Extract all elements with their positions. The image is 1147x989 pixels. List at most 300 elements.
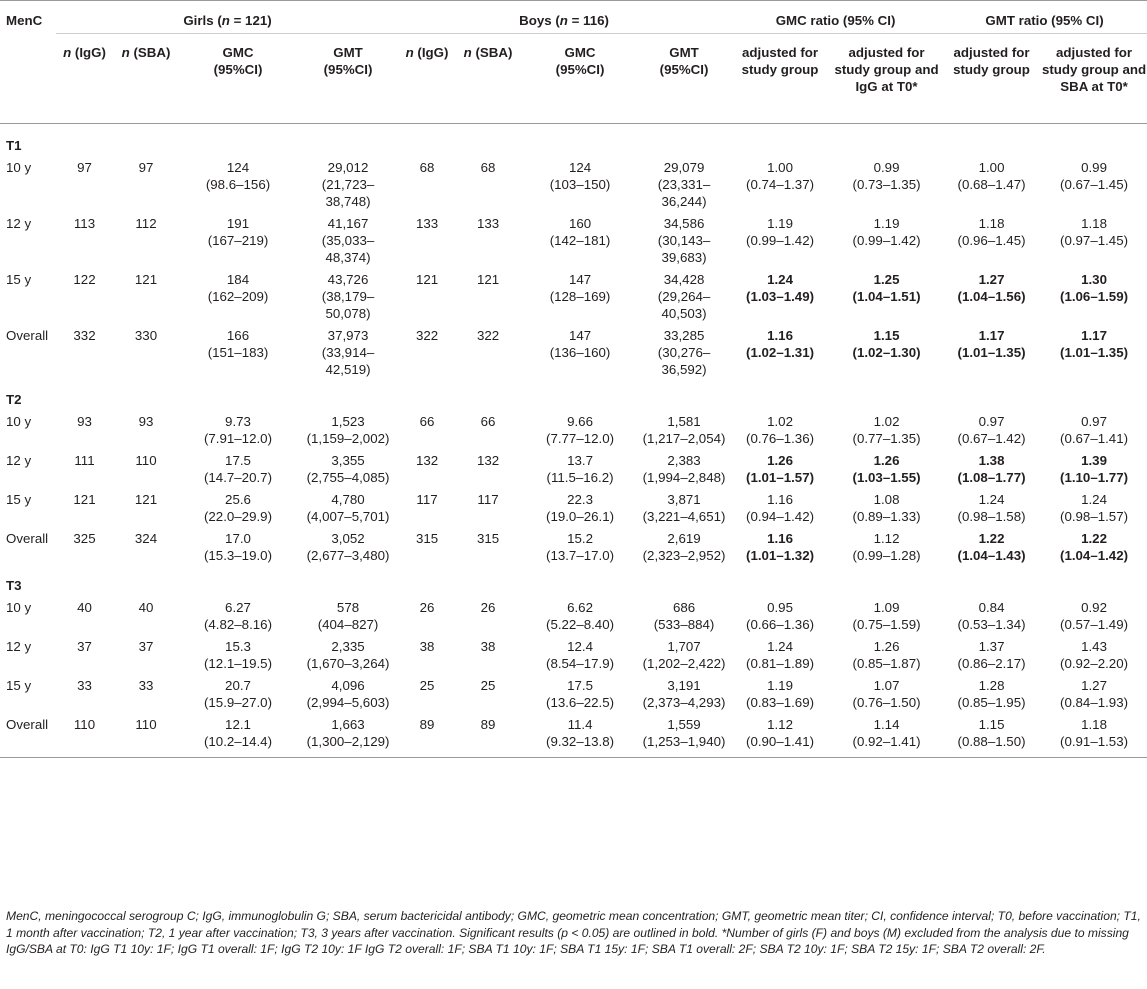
gmc-ratio-adj-study-cell <box>729 525 831 564</box>
boys-gmc-cell <box>521 486 639 525</box>
boys-gmt-cell <box>639 210 729 266</box>
boys-gmt-cell-value: 29,079 <box>663 160 705 175</box>
boys-gmc-cell-ci: (8.54–17.9) <box>546 656 615 671</box>
girls-gmt-cell-ci: 38,748) <box>325 194 371 209</box>
boys-n-sba-cell: 322 <box>476 328 500 343</box>
girls-gmc-cell <box>179 210 297 266</box>
table-row <box>0 322 1147 378</box>
gmt-ratio-adj-sba-cell-value: 1.43 <box>1081 639 1107 654</box>
gmc-ratio-adj-igg-cell <box>831 154 942 210</box>
table-row <box>0 210 1147 266</box>
boys-gmc-cell-value: 12.4 <box>567 639 593 654</box>
gmc-ratio-adj-study-cell-ci: (1.03–1.49) <box>746 289 815 304</box>
gmt-ratio-adj-study-cell-ci: (1.08–1.77) <box>957 470 1026 485</box>
gmc-ratio-adj-igg-cell-ci: (0.92–1.41) <box>852 734 921 749</box>
girls-n-sba-cell: 110 <box>113 711 179 758</box>
boys-gmc-cell-value: 6.62 <box>567 600 593 615</box>
gmt-ratio-adj-study-cell <box>942 154 1041 210</box>
girls-n-igg-cell: 325 <box>73 531 96 546</box>
boys-gmt-cell-ci: (30,143– <box>657 233 711 248</box>
gmt-ratio-adj-sba-cell-value: 1.17 <box>1081 328 1107 343</box>
boys-gmc-cell <box>521 266 639 322</box>
boys-gmt-cell-value: 34,586 <box>663 216 705 231</box>
gmt-ratio-adj-study-cell-value: 1.00 <box>978 160 1005 175</box>
boys-n-igg-cell: 66 <box>419 414 435 429</box>
gmt-ratio-adj-study-cell-value: 1.28 <box>978 678 1005 693</box>
gmc-ratio-adj-igg-cell-value: 1.14 <box>873 717 900 732</box>
girls-n-sba-cell: 40 <box>138 600 154 615</box>
gmc-ratio-adj-igg-cell-ci: (1.03–1.55) <box>852 470 921 485</box>
gmc-ratio-adj-igg-cell-ci: (0.75–1.59) <box>852 617 921 632</box>
girls-n-igg-cell: 110 <box>56 711 113 758</box>
gmc-ratio-adj-igg-cell <box>831 672 942 711</box>
girls-n-igg-header: n (IgG) <box>56 34 113 124</box>
gmc-adj-study-header: adjusted for study group <box>729 34 831 124</box>
girls-gmt-cell-ci: (2,994–5,603) <box>306 695 390 710</box>
boys-n-sba-cell: 66 <box>480 414 496 429</box>
boys-n-igg-cell: 38 <box>419 639 435 654</box>
boys-gmt-cell <box>639 672 729 711</box>
gmc-ratio-adj-study-cell <box>729 711 831 758</box>
girls-n-sba-cell: 324 <box>134 531 158 546</box>
gmc-ratio-adj-study-cell-ci: (0.83–1.69) <box>746 695 815 710</box>
boys-n-sba-cell: 38 <box>480 639 496 654</box>
age-cell: Overall <box>0 711 56 758</box>
gmc-ratio-adj-study-cell-value: 1.24 <box>767 639 793 654</box>
boys-gmc-header: GMC (95%CI) <box>521 34 639 124</box>
gmt-ratio-adj-sba-cell <box>1041 711 1147 758</box>
girls-header: Girls (n = 121) <box>56 1 399 34</box>
gmc-adj-study-igg-header: adjusted for study group and IgG at T0* <box>831 34 942 124</box>
gmt-ratio-header: GMT ratio (95% CI) <box>942 1 1147 34</box>
gmt-ratio-adj-study-cell-value: 1.18 <box>978 216 1005 231</box>
table-row <box>0 711 1147 758</box>
boys-gmt-cell-value: 686 <box>672 600 696 615</box>
girls-gmc-cell-value: 15.3 <box>225 639 251 654</box>
boys-gmc-cell-ci: (5.22–8.40) <box>546 617 615 632</box>
gmc-ratio-adj-igg-cell-ci: (0.77–1.35) <box>852 431 921 446</box>
gmc-ratio-adj-study-cell <box>729 154 831 210</box>
gmc-ratio-adj-study-cell-ci: (1.01–1.57) <box>746 470 815 485</box>
gmc-ratio-adj-igg-cell <box>831 322 942 378</box>
gmc-ratio-adj-study-cell <box>729 266 831 322</box>
gmc-ratio-adj-study-cell-ci: (1.02–1.31) <box>746 345 815 360</box>
age-cell: 15 y <box>6 492 32 507</box>
boys-n-sba-cell: 26 <box>480 600 496 615</box>
gmc-ratio-adj-igg-cell-value: 1.09 <box>873 600 900 615</box>
boys-gmt-cell <box>639 266 729 322</box>
girls-gmc-cell-value: 9.73 <box>225 414 251 429</box>
gmt-ratio-adj-study-cell-ci: (0.98–1.58) <box>957 509 1026 524</box>
age-cell: 12 y <box>6 639 32 654</box>
age-cell: 15 y <box>6 272 32 287</box>
section-row <box>0 124 1147 155</box>
girls-gmt-cell-ci: (1,300–2,129) <box>306 734 390 749</box>
gmc-ratio-adj-igg-cell-value: 1.19 <box>873 216 900 231</box>
girls-n-igg-cell: 121 <box>73 492 96 507</box>
gmc-ratio-adj-igg-cell <box>831 711 942 758</box>
girls-gmc-cell-ci: (14.7–20.7) <box>203 470 272 485</box>
boys-n-igg-cell: 133 <box>415 216 439 231</box>
gmt-ratio-adj-study-cell <box>942 594 1041 633</box>
age-cell: 12 y <box>6 216 32 231</box>
age-cell: Overall <box>6 531 49 546</box>
girls-gmt-cell <box>297 210 399 266</box>
girls-gmt-cell-ci: (2,755–4,085) <box>306 470 390 485</box>
boys-gmt-cell <box>639 154 729 210</box>
boys-gmt-cell-ci: (533–884) <box>653 617 715 632</box>
girls-gmt-cell-ci: (35,033– <box>321 233 375 248</box>
gmc-ratio-adj-igg-cell-value: 1.15 <box>873 328 900 343</box>
boys-gmt-header: GMT (95%CI) <box>639 34 729 124</box>
girls-gmc-cell-value: 166 <box>226 328 250 343</box>
gmc-ratio-adj-igg-cell-value: 1.02 <box>873 414 900 429</box>
boys-n-igg-header: n (IgG) <box>399 34 455 124</box>
boys-gmc-cell-value: 13.7 <box>567 453 593 468</box>
gmc-ratio-adj-study-cell-value: 1.19 <box>767 216 793 231</box>
boys-n-sba-cell: 133 <box>476 216 500 231</box>
girls-gmc-cell <box>179 486 297 525</box>
gmt-ratio-adj-study-cell-value: 1.27 <box>978 272 1005 287</box>
gmc-ratio-adj-igg-cell <box>831 525 942 564</box>
boys-gmc-cell-ci: (13.7–17.0) <box>546 548 615 563</box>
gmt-ratio-adj-sba-cell-ci: (1.10–1.77) <box>1060 470 1129 485</box>
gmc-ratio-adj-igg-cell-value: 1.12 <box>873 531 900 546</box>
gmc-ratio-adj-igg-cell-value: 1.25 <box>873 272 900 287</box>
boys-gmt-cell-value: 1,581 <box>667 414 701 429</box>
gmc-ratio-adj-study-cell <box>729 486 831 525</box>
boys-gmc-cell <box>521 322 639 378</box>
boys-gmt-cell-value: 2,383 <box>667 453 701 468</box>
gmc-ratio-adj-igg-cell-value: 1.08 <box>873 492 900 507</box>
table-row <box>0 266 1147 322</box>
gmc-ratio-adj-igg-cell-ci: (0.99–1.28) <box>852 548 921 563</box>
girls-gmc-cell-ci: (12.1–19.5) <box>203 656 272 671</box>
girls-gmt-cell <box>297 525 399 564</box>
boys-gmc-cell-value: 22.3 <box>567 492 593 507</box>
boys-n-sba-cell: 25 <box>480 678 496 693</box>
gmt-ratio-adj-sba-cell-value: 1.30 <box>1081 272 1107 287</box>
boys-gmt-cell-value: 1,707 <box>667 639 701 654</box>
gmc-ratio-adj-study-cell <box>729 210 831 266</box>
girls-gmt-cell-value: 3,355 <box>331 453 365 468</box>
girls-gmt-cell <box>297 633 399 672</box>
boys-n-sba-cell: 132 <box>476 453 500 468</box>
girls-gmc-cell-value: 17.0 <box>225 531 251 546</box>
girls-gmc-cell-value: 184 <box>226 272 250 287</box>
gmc-ratio-adj-igg-cell-value: 1.26 <box>873 453 900 468</box>
gmc-ratio-adj-study-cell-ci: (0.99–1.42) <box>746 233 815 248</box>
gmt-ratio-adj-sba-cell-value: 1.18 <box>1081 717 1107 732</box>
gmc-ratio-adj-study-cell-ci: (0.94–1.42) <box>746 509 815 524</box>
gmc-ratio-adj-study-cell-value: 1.00 <box>767 160 793 175</box>
gmt-ratio-adj-sba-cell-ci: (1.04–1.42) <box>1060 548 1129 563</box>
gmc-ratio-adj-study-cell-ci: (0.76–1.36) <box>746 431 815 446</box>
boys-gmt-cell <box>639 486 729 525</box>
blank-header <box>0 34 56 124</box>
section-row <box>0 564 1147 594</box>
gmc-ratio-adj-study-cell-value: 1.12 <box>767 717 793 732</box>
gmt-ratio-adj-sba-cell-ci: (0.98–1.57) <box>1060 509 1129 524</box>
gmt-ratio-adj-study-cell-value: 0.84 <box>978 600 1005 615</box>
boys-gmt-cell-ci: (2,323–2,952) <box>642 548 726 563</box>
girls-gmt-cell <box>297 154 399 210</box>
boys-n-igg-cell: 315 <box>415 531 439 546</box>
boys-gmt-cell-value: 2,619 <box>667 531 701 546</box>
section-row <box>0 378 1147 408</box>
gmc-ratio-adj-study-cell <box>729 322 831 378</box>
gmt-ratio-adj-sba-cell <box>1041 633 1147 672</box>
gmc-ratio-adj-igg-cell-ci: (0.73–1.35) <box>852 177 921 192</box>
boys-n-igg-cell: 25 <box>419 678 435 693</box>
boys-gmt-cell <box>639 594 729 633</box>
gmt-ratio-adj-sba-cell-ci: (0.91–1.53) <box>1060 734 1129 749</box>
girls-gmt-cell-ci: (38,179– <box>321 289 375 304</box>
section-label: T2 <box>6 392 22 407</box>
gmc-ratio-adj-study-cell-ci: (0.74–1.37) <box>746 177 815 192</box>
boys-gmc-cell <box>521 210 639 266</box>
gmt-ratio-adj-study-cell-ci: (1.01–1.35) <box>957 345 1026 360</box>
gmc-ratio-adj-igg-cell <box>831 447 942 486</box>
boys-gmt-cell-ci: (3,221–4,651) <box>642 509 726 524</box>
section-label: T3 <box>6 578 22 593</box>
boys-n-sba-cell: 315 <box>476 531 500 546</box>
gmt-ratio-adj-sba-cell-value: 0.92 <box>1081 600 1107 615</box>
girls-gmc-cell <box>179 266 297 322</box>
gmc-ratio-adj-study-cell-value: 0.95 <box>767 600 793 615</box>
table-body <box>0 124 1147 758</box>
girls-gmc-cell-ci: (22.0–29.9) <box>203 509 272 524</box>
boys-gmt-cell-ci: (2,373–4,293) <box>642 695 726 710</box>
gmt-ratio-adj-study-cell <box>942 486 1041 525</box>
girls-gmt-cell-value: 3,052 <box>331 531 365 546</box>
gmt-ratio-adj-study-cell <box>942 322 1041 378</box>
gmt-ratio-adj-study-cell-ci: (0.86–2.17) <box>957 656 1026 671</box>
boys-gmc-cell-value: 9.66 <box>567 414 593 429</box>
boys-gmt-cell-ci: (1,202–2,422) <box>642 656 726 671</box>
girls-gmt-cell-value: 4,096 <box>331 678 365 693</box>
boys-gmt-cell <box>639 525 729 564</box>
boys-header: Boys (n = 116) <box>399 1 729 34</box>
girls-gmt-cell-ci: (1,670–3,264) <box>306 656 390 671</box>
girls-gmc-cell-ci: (4.82–8.16) <box>203 617 272 632</box>
age-cell: 12 y <box>6 453 32 468</box>
gmc-ratio-adj-study-cell-value: 1.19 <box>767 678 793 693</box>
header-row-1 <box>0 1 1147 34</box>
boys-gmc-cell-value: 160 <box>568 216 592 231</box>
girls-n-sba-header: n (SBA) <box>113 34 179 124</box>
table-row <box>0 525 1147 564</box>
gmt-ratio-adj-study-cell <box>942 447 1041 486</box>
gmt-ratio-adj-study-cell-value: 1.15 <box>978 717 1005 732</box>
gmt-ratio-adj-sba-cell-value: 1.39 <box>1081 453 1107 468</box>
gmt-ratio-adj-study-cell-ci: (0.88–1.50) <box>957 734 1026 749</box>
boys-n-sba-header: n (SBA) <box>455 34 521 124</box>
girls-gmt-cell-value: 2,335 <box>331 639 365 654</box>
girls-gmt-cell-value: 43,726 <box>327 272 369 287</box>
table-row <box>0 154 1147 210</box>
girls-gmt-cell-value: 29,012 <box>327 160 369 175</box>
girls-gmc-cell-value: 20.7 <box>225 678 251 693</box>
boys-gmt-cell <box>639 633 729 672</box>
gmt-ratio-adj-study-cell-ci: (0.85–1.95) <box>957 695 1026 710</box>
gmt-ratio-adj-study-cell-value: 1.17 <box>978 328 1005 343</box>
girls-gmt-cell-ci: (2,677–3,480) <box>306 548 390 563</box>
gmt-ratio-adj-study-cell-value: 0.97 <box>978 414 1005 429</box>
gmt-ratio-adj-sba-cell-ci: (0.67–1.41) <box>1060 431 1129 446</box>
boys-gmc-cell <box>521 633 639 672</box>
girls-gmc-cell <box>179 154 297 210</box>
gmt-ratio-adj-study-cell <box>942 210 1041 266</box>
boys-gmt-cell <box>639 711 729 758</box>
boys-n-igg-cell: 68 <box>419 160 435 175</box>
boys-gmc-cell-ci: (103–150) <box>549 177 611 192</box>
boys-gmt-cell-ci: (1,994–2,848) <box>642 470 726 485</box>
gmc-ratio-adj-study-cell <box>729 672 831 711</box>
boys-gmc-cell-ci: (142–181) <box>549 233 611 248</box>
table-row <box>0 447 1147 486</box>
boys-gmc-cell-value: 11.4 <box>567 717 593 732</box>
gmc-ratio-adj-igg-cell <box>831 486 942 525</box>
boys-gmc-cell-ci: (9.32–13.8) <box>546 734 615 749</box>
boys-n-igg-cell: 322 <box>415 328 439 343</box>
boys-gmt-cell-ci: 36,592) <box>661 362 707 377</box>
gmt-ratio-adj-study-cell-ci: (1.04–1.56) <box>957 289 1026 304</box>
girls-gmt-cell <box>297 266 399 322</box>
girls-gmc-cell-ci: (10.2–14.4) <box>203 734 272 749</box>
gmc-ratio-adj-igg-cell-value: 0.99 <box>873 160 900 175</box>
girls-gmt-cell <box>297 672 399 711</box>
boys-gmc-cell <box>521 408 639 447</box>
girls-n-igg-cell: 40 <box>77 600 92 615</box>
table-row <box>0 408 1147 447</box>
gmt-ratio-adj-sba-cell-ci: (1.01–1.35) <box>1060 345 1129 360</box>
gmt-ratio-adj-study-cell-value: 1.37 <box>978 639 1005 654</box>
girls-n-sba-cell: 37 <box>138 639 154 654</box>
boys-gmt-cell-ci: (23,331– <box>657 177 711 192</box>
girls-gmc-cell <box>179 525 297 564</box>
menc-header: MenC <box>6 13 43 28</box>
gmt-ratio-adj-sba-cell-value: 0.97 <box>1081 414 1107 429</box>
girls-gmc-cell-value: 17.5 <box>225 453 251 468</box>
boys-gmc-cell <box>521 672 639 711</box>
boys-gmc-cell <box>521 525 639 564</box>
girls-n-igg-cell: 37 <box>77 639 92 654</box>
girls-gmt-header: GMT (95%CI) <box>297 34 399 124</box>
girls-gmc-cell <box>179 447 297 486</box>
gmt-ratio-adj-sba-cell <box>1041 525 1147 564</box>
boys-gmt-cell-value: 33,285 <box>663 328 705 343</box>
girls-gmt-cell-value: 1,663 <box>331 717 365 732</box>
girls-gmc-cell-ci: (162–209) <box>207 289 269 304</box>
gmc-ratio-adj-igg-cell-value: 1.07 <box>873 678 900 693</box>
gmc-ratio-adj-igg-cell <box>831 633 942 672</box>
boys-gmc-cell-value: 147 <box>568 272 592 287</box>
gmt-ratio-adj-study-cell-ci: (0.96–1.45) <box>957 233 1026 248</box>
gmt-ratio-adj-sba-cell-ci: (0.92–2.20) <box>1060 656 1129 671</box>
gmc-ratio-adj-igg-cell-ci: (0.99–1.42) <box>852 233 921 248</box>
age-cell: 10 y <box>6 414 32 429</box>
table-row <box>0 594 1147 633</box>
girls-n-igg-cell: 332 <box>73 328 96 343</box>
table-row <box>0 672 1147 711</box>
boys-n-sba-cell: 121 <box>476 272 500 287</box>
gmc-ratio-adj-study-cell-value: 1.16 <box>767 328 793 343</box>
table-row <box>0 486 1147 525</box>
boys-gmc-cell <box>521 447 639 486</box>
gmt-ratio-adj-sba-cell-value: 0.99 <box>1081 160 1107 175</box>
girls-gmc-cell-ci: (15.3–19.0) <box>203 548 272 563</box>
gmc-ratio-adj-study-cell-ci: (0.66–1.36) <box>746 617 815 632</box>
boys-gmt-cell-value: 34,428 <box>663 272 705 287</box>
gmc-ratio-adj-study-cell <box>729 408 831 447</box>
gmc-ratio-adj-igg-cell <box>831 408 942 447</box>
gmc-ratio-adj-igg-cell <box>831 210 942 266</box>
girls-n-igg-cell: 122 <box>73 272 96 287</box>
girls-n-sba-cell: 121 <box>134 272 158 287</box>
girls-n-igg-cell: 111 <box>74 453 95 468</box>
boys-gmc-cell-value: 17.5 <box>567 678 593 693</box>
gmt-ratio-adj-study-cell <box>942 408 1041 447</box>
gmc-ratio-adj-study-cell-value: 1.16 <box>767 492 793 507</box>
girls-gmc-cell-value: 6.27 <box>225 600 251 615</box>
boys-n-sba-cell: 68 <box>480 160 496 175</box>
girls-gmt-cell-value: 41,167 <box>327 216 369 231</box>
gmc-ratio-adj-igg-cell-ci: (1.04–1.51) <box>852 289 921 304</box>
gmt-ratio-adj-study-cell-ci: (0.67–1.42) <box>957 431 1026 446</box>
gmt-ratio-adj-study-cell-ci: (1.04–1.43) <box>957 548 1026 563</box>
girls-gmc-cell <box>179 711 297 758</box>
girls-gmt-cell-ci: 42,519) <box>325 362 371 377</box>
boys-gmt-cell-ci: (29,264– <box>657 289 711 304</box>
gmt-ratio-adj-study-cell <box>942 672 1041 711</box>
girls-gmc-cell-value: 191 <box>226 216 250 231</box>
gmt-ratio-adj-sba-cell-ci: (0.67–1.45) <box>1060 177 1129 192</box>
header-row-2 <box>0 34 1147 124</box>
girls-gmt-cell-value: 578 <box>336 600 360 615</box>
gmt-ratio-adj-sba-cell <box>1041 594 1147 633</box>
gmt-ratio-adj-study-cell-value: 1.24 <box>978 492 1005 507</box>
girls-gmc-cell <box>179 322 297 378</box>
girls-gmc-cell <box>179 594 297 633</box>
girls-gmc-cell-ci: (151–183) <box>207 345 269 360</box>
gmc-ratio-adj-study-cell-value: 1.16 <box>767 531 793 546</box>
gmt-ratio-adj-sba-cell-ci: (1.06–1.59) <box>1060 289 1129 304</box>
girls-gmt-cell-ci: (33,914– <box>321 345 375 360</box>
age-cell: 15 y <box>6 678 32 693</box>
table-row <box>0 633 1147 672</box>
girls-gmt-cell <box>297 447 399 486</box>
boys-n-igg-cell: 117 <box>416 492 438 507</box>
girls-gmc-cell-value: 12.1 <box>225 717 251 732</box>
gmt-ratio-adj-sba-cell-value: 1.22 <box>1081 531 1107 546</box>
boys-gmc-cell-ci: (11.5–16.2) <box>546 470 614 485</box>
gmc-ratio-adj-study-cell <box>729 633 831 672</box>
girls-n-sba-cell: 93 <box>138 414 154 429</box>
girls-gmt-cell-ci: 50,078) <box>325 306 371 321</box>
boys-gmc-cell <box>521 711 639 758</box>
girls-n-sba-cell: 330 <box>134 328 158 343</box>
boys-gmc-cell-value: 147 <box>568 328 592 343</box>
boys-gmc-cell-value: 15.2 <box>567 531 593 546</box>
gmt-ratio-adj-sba-cell <box>1041 322 1147 378</box>
girls-gmt-cell <box>297 711 399 758</box>
boys-gmt-cell-ci: (30,276– <box>657 345 711 360</box>
boys-gmc-cell-ci: (13.6–22.5) <box>546 695 615 710</box>
girls-gmc-cell-ci: (15.9–27.0) <box>203 695 272 710</box>
gmt-ratio-adj-sba-cell <box>1041 266 1147 322</box>
boys-gmc-cell-value: 124 <box>568 160 592 175</box>
